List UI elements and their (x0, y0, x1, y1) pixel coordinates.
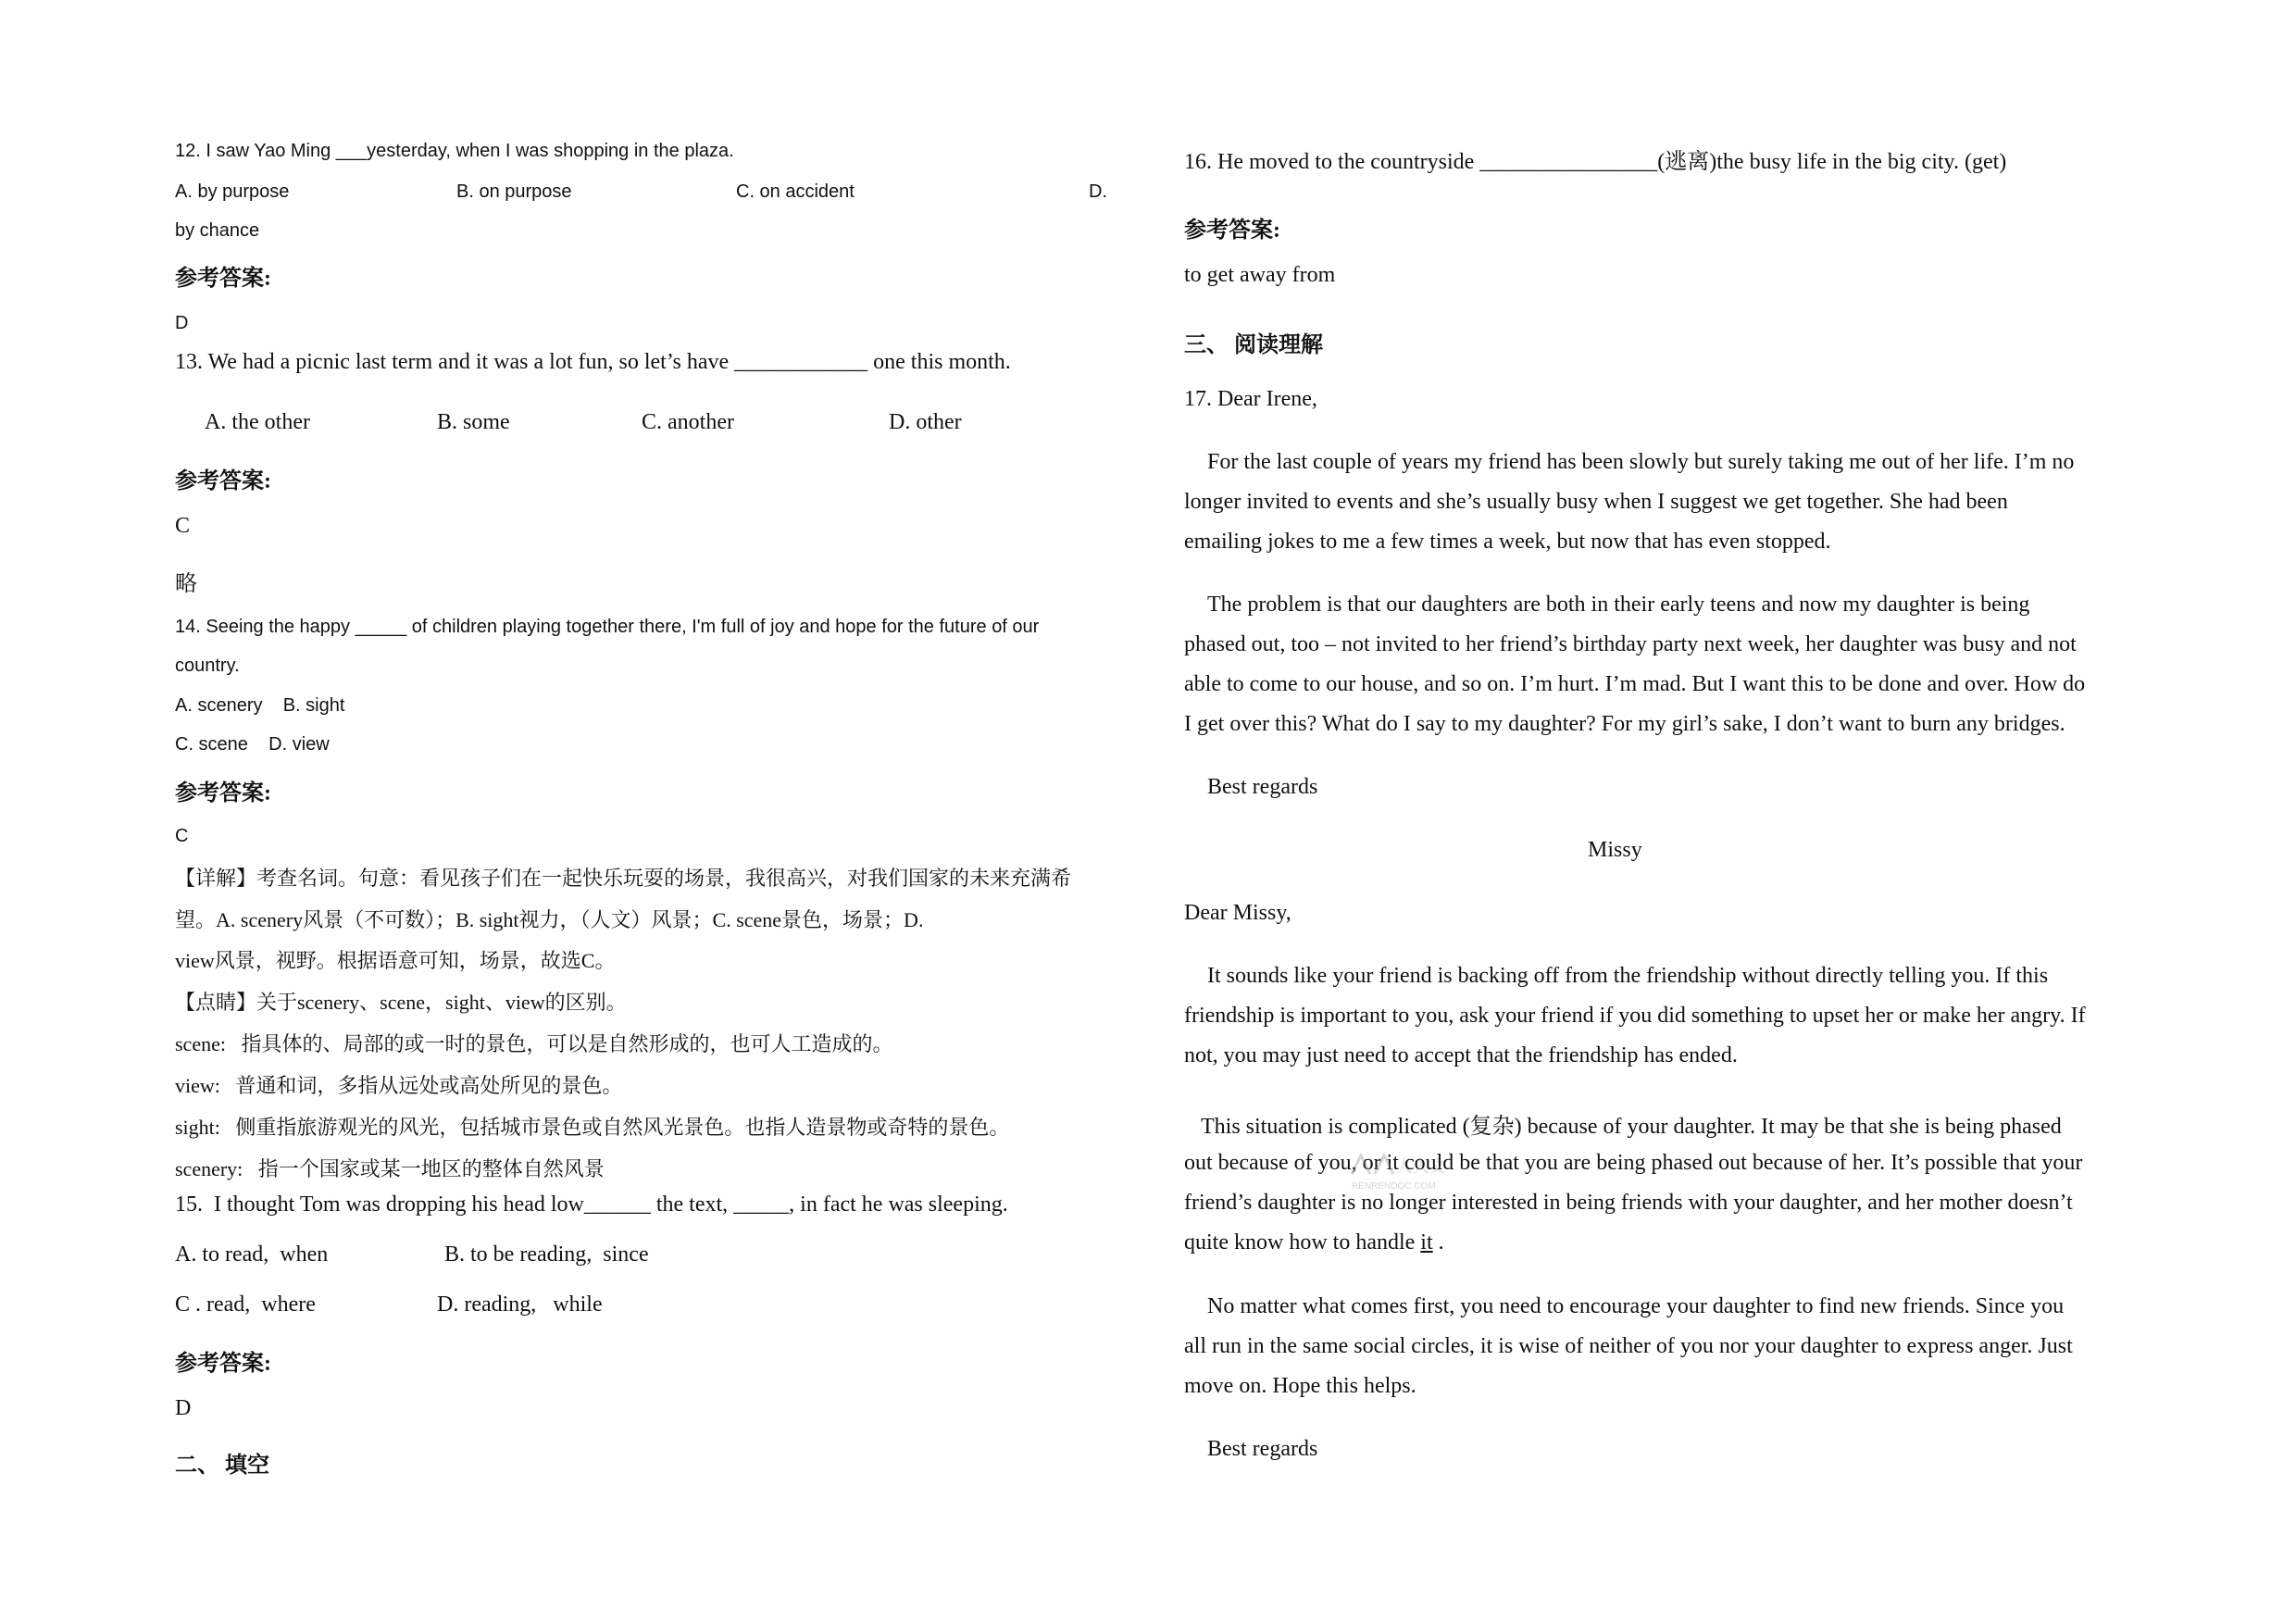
q12-option-c: C. on accident (736, 181, 855, 202)
reply-p1-line1: It sounds like your friend is backing off from the friendship without directly telling you. If this (1207, 964, 2049, 988)
q12-option-b: B. on purpose (456, 181, 572, 202)
q12-option-d-text: by chance (175, 220, 260, 241)
q14-stem-line1: 14. Seeing the happy _____ of children playing together there, I'm full of joy and hope for the future of our (175, 617, 1040, 637)
q14-options-ab: A. scenery B. sight (175, 695, 345, 716)
q14-explanation-7: sight: 侧重指旅游观光的风光，包括城市景色或自然风光景色。也指人造景物或奇特的景色。 (175, 1116, 1010, 1139)
q13-answer-label: 参考答案: (175, 469, 271, 493)
section-3-heading: 三、 阅读理解 (1184, 333, 1323, 357)
letter-p1-line1: For the last couple of years my friend has been slowly but surely taking me out of her life. I’m no (1207, 450, 2075, 474)
q12-option-a: A. by purpose (175, 181, 290, 202)
q16-stem: 16. He moved to the countryside ________________(逃离)the busy life in the big city. (get) (1184, 150, 2007, 174)
reply-regards: Best regards (1207, 1437, 1318, 1461)
letter-p1-line3: emailing jokes to me a few times a week, but now that has even stopped. (1184, 530, 1831, 554)
q15-option-d: D. reading, while (437, 1292, 603, 1317)
q13-note: 略 (175, 572, 197, 596)
q14-explanation-3: view风景，视野。根据语意可知，场景，故选C。 (175, 949, 616, 972)
q12-answer-label: 参考答案: (175, 267, 271, 291)
underlined-it: it (1420, 1230, 1433, 1255)
q13-stem: 13. We had a picnic last term and it was a lot fun, so let’s have ____________ one this month. (175, 350, 1011, 374)
q13-option-b: B. some (437, 410, 510, 434)
watermark (1333, 1146, 1444, 1202)
letter-p1-line2: longer invited to events and she’s usually busy when I suggest we get together. She had been (1184, 490, 2008, 514)
q15-answer-label: 参考答案: (175, 1352, 271, 1376)
letter-p2-line1: The problem is that our daughters are both in their early teens and now my daughter is being (1207, 593, 2030, 617)
q14-explanation-5: scene: 指具体的、局部的或一时的景色，可以是自然形成的，也可人工造成的。 (175, 1032, 893, 1055)
reply-p1-line3: not, you may just need to accept that the friendship has ended. (1184, 1043, 1738, 1067)
q14-explanation-4: 【点睛】关于scenery、scene，sight、view的区别。 (175, 991, 627, 1014)
q15-answer: D (175, 1396, 192, 1420)
watermark-domain: RENRENDOC.COM (1352, 1181, 1436, 1192)
letter-regards-1: Best regards (1207, 775, 1318, 799)
q13-option-c: C. another (642, 410, 734, 434)
q14-explanation-1: 【详解】考查名词。句意：看见孩子们在一起快乐玩耍的场景，我很高兴，对我们国家的未来充满希 (175, 867, 1072, 890)
q12-stem: 12. I saw Yao Ming ___yesterday, when I was shopping in the plaza. (175, 141, 734, 161)
letter-p2-line3: able to come to our house, and so on. I’m hurt. I’m mad. But I want this to be done and over. How do (1184, 672, 2086, 696)
letter-p2-line4: I get over this? What do I say to my daughter? For my girl’s sake, I don’t want to burn any bridges. (1184, 712, 2065, 736)
reply-p1-line2: friendship is important to you, ask your friend if you did something to upset her or make her angry. If (1184, 1004, 2086, 1028)
reply-p2-line4-text: quite know how to handle (1184, 1230, 1421, 1255)
q13-option-a: A. the other (205, 410, 310, 434)
q17-heading: 17. Dear Irene, (1184, 387, 1317, 411)
reply-p3-line1: No matter what comes first, you need to encourage your daughter to find new friends. Since you (1207, 1294, 2065, 1318)
q12-answer: D (175, 313, 189, 333)
section-2-heading: 二、 填空 (175, 1454, 269, 1478)
reply-p2-line1: This situation is complicated (复杂) because of your daughter. It may be that she is being phased (1201, 1115, 2062, 1139)
reply-p3-line3: move on. Hope this helps. (1184, 1374, 1416, 1398)
q15-option-b: B. to be reading, since (444, 1242, 649, 1267)
reply-p3-line2: all run in the same social circles, it is wise of neither of you nor your daughter to express anger. Just (1184, 1334, 2073, 1358)
q15-option-c: C . read, where (175, 1292, 316, 1317)
q16-answer-label: 参考答案: (1184, 218, 1280, 243)
q13-option-d: D. other (889, 410, 962, 434)
q14-explanation-6: view: 普通和词，多指从远处或高处所见的景色。 (175, 1074, 623, 1097)
letter-signature: Missy (1588, 838, 1642, 862)
reply-p2-line3: friend’s daughter is no longer interested in being friends with your daughter, and her mother doesn’t (1184, 1191, 2073, 1215)
q14-answer: C (175, 826, 189, 846)
q14-explanation-8: scenery: 指一个国家或某一地区的整体自然风景 (175, 1157, 605, 1180)
q16-answer: to get away from (1184, 263, 1336, 287)
reply-salutation: Dear Missy, (1184, 901, 1292, 925)
people-logo-icon (1333, 1146, 1444, 1202)
q14-answer-label: 参考答案: (175, 781, 271, 805)
q14-stem-line2: country. (175, 655, 240, 676)
q13-answer: C (175, 514, 191, 538)
q14-explanation-2: 望。A. scenery风景（不可数）；B. sight视力，（人文）风景；C. scene景色，场景；D. (175, 908, 924, 931)
q14-options-cd: C. scene D. view (175, 734, 330, 755)
reply-p2-line2: out because of you, or it could be that you are being phased out because of her. It’s possible that your (1184, 1151, 2083, 1175)
q12-option-d: D. (1089, 181, 1107, 202)
q15-option-a: A. to read, when (175, 1242, 329, 1267)
letter-p2-line2: phased out, too – not invited to her friend’s birthday party next week, her daughter was busy and not (1184, 632, 2077, 656)
reply-p2-line4 (1184, 1230, 1444, 1255)
reply-p2-line4-end: . (1432, 1230, 1444, 1255)
watermark-label: 人人文 (1396, 1157, 1444, 1176)
q15-stem: 15. I thought Tom was dropping his head low______ the text, _____, in fact he was sleeping. (175, 1192, 1008, 1217)
